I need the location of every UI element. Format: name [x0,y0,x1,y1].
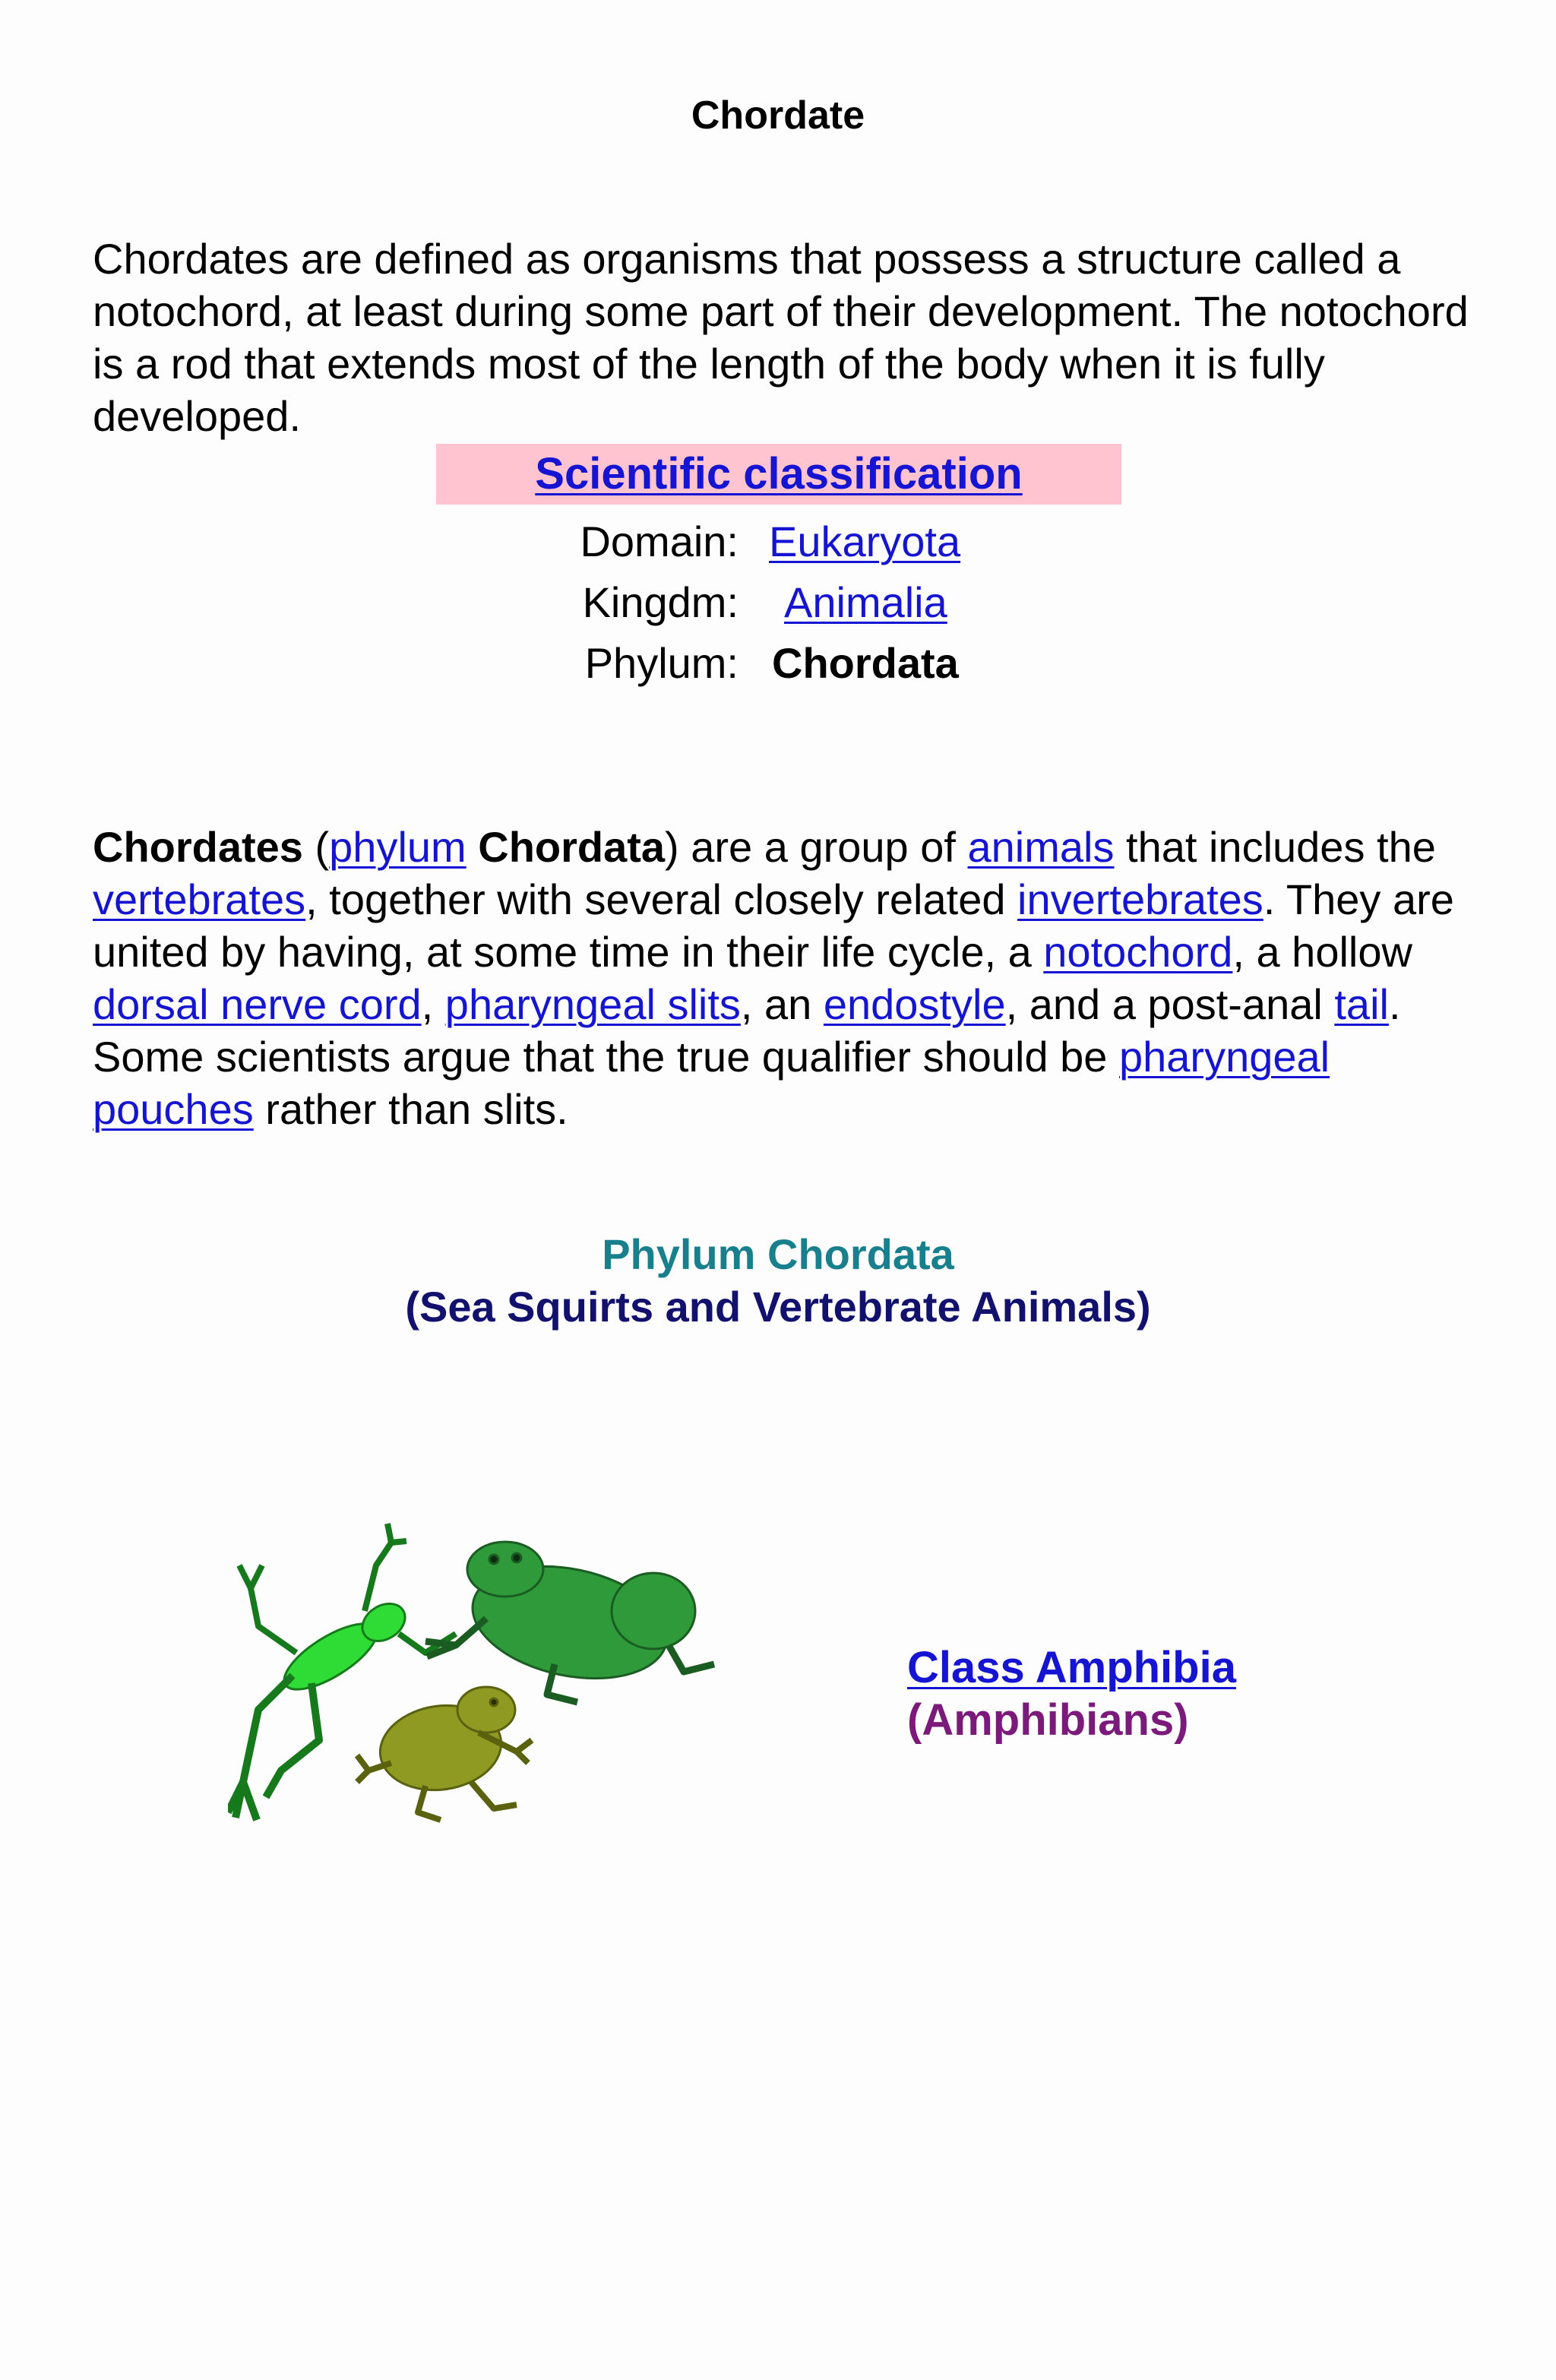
class-amphibia-link[interactable]: Class Amphibia [907,1643,1236,1692]
text-span: that includes the [1114,823,1436,871]
classification-header [436,444,1121,505]
phylum-link[interactable]: phylum [329,823,466,871]
tail-link[interactable]: tail [1334,980,1389,1028]
main-paragraph [93,821,1475,1135]
classification-label: Phylum: [584,639,738,687]
pharyngeal-pouches-link[interactable]: pharyngeal pouches [93,1033,1330,1133]
text-span: . Some scientists argue that the true qualifier should be [93,980,1401,1081]
text-span: , an [740,980,824,1028]
text-span: ( [302,823,330,871]
toad-icon [357,1687,532,1820]
text-span: , a hollow [1232,928,1412,976]
classification-label: Kingdm: [582,578,738,626]
notochord-link[interactable]: notochord [1043,928,1233,976]
phylum-subheading: (Sea Squirts and Vertebrate Animals) [405,1283,1151,1331]
text-span: rather than slits. [253,1085,568,1133]
pharyngeal-slits-link[interactable]: pharyngeal slits [444,980,741,1028]
endostyle-link[interactable]: endostyle [823,980,1006,1028]
intro-paragraph: Chordates are defined as organisms that possess a structure called a notochord, at least during some part of their development. The notochord is a rod that extends most of the length of the body when it is fully developed. [93,235,1469,440]
phylum-heading: Phylum Chordata [602,1230,954,1278]
classification-label: Domain: [580,517,738,565]
text-span: . They are united by having, at some time in their life cycle, a [93,875,1454,976]
animals-link[interactable]: animals [967,823,1115,871]
text-span: , and a post-anal [1005,980,1335,1028]
sitting-frog-icon [425,1542,714,1702]
amphibians-label: (Amphibians) [907,1695,1189,1745]
text-span [466,823,479,871]
scientific-classification-link[interactable]: Scientific classification [535,449,1023,498]
text-span: ) are a group of [665,823,968,871]
chordata-value: Chordata [772,639,959,687]
invertebrates-link[interactable]: invertebrates [1017,875,1263,923]
text-span: , [421,980,445,1028]
eukaryota-link[interactable]: Eukaryota [769,517,961,565]
text-span: , together with several closely related [305,875,1018,923]
vertebrates-link[interactable]: vertebrates [93,875,306,923]
page-title: Chordate [691,93,865,138]
animalia-link[interactable]: Animalia [784,578,947,626]
chordata-bold: Chordata [478,823,666,871]
chordates-bold: Chordates [93,823,303,871]
frogs-illustration-icon [228,1520,745,1847]
dorsal-nerve-cord-link[interactable]: dorsal nerve cord [93,980,422,1028]
